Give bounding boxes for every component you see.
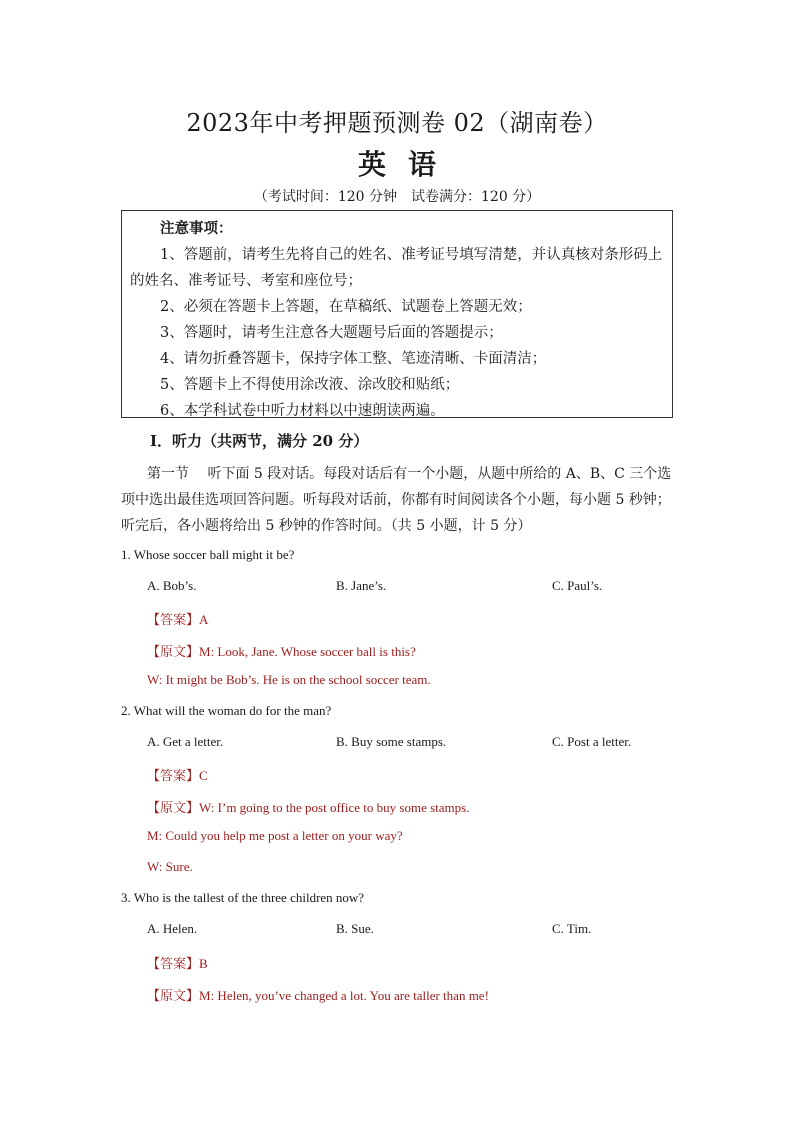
q3-transcript-1 <box>147 985 489 1004</box>
subject-title: 英语 <box>357 148 458 181</box>
transcript-line: M: Helen, you’ve changed a lot. You are taller than me! <box>199 988 489 1003</box>
notice-item: 6、本学科试卷中听力材料以中速朗读两遍。 <box>160 403 445 419</box>
q2-option-b: B. Buy some stamps. <box>336 734 447 749</box>
notice-heading: 注意事项： <box>160 220 233 237</box>
q2-transcript-3: W: Sure. <box>147 859 193 874</box>
transcript-line: M: Look, Jane. Whose soccer ball is this? <box>199 644 416 659</box>
answer-value: A <box>199 612 209 627</box>
question-3: 3. Who is the tallest of the three children now? <box>121 890 365 905</box>
q1-option-c: C. Paul’s. <box>552 578 603 593</box>
original-tag: 【原文】 <box>147 800 200 815</box>
exam-info: （考试时间：120 分钟 试卷满分：120 分） <box>253 189 541 205</box>
q3-answer <box>147 953 208 972</box>
notice-item: 2、必须在答题卡上答题，在草稿纸、试题卷上答题无效； <box>160 299 532 315</box>
q2-transcript-1 <box>147 797 469 816</box>
q3-option-c: C. Tim. <box>552 921 592 936</box>
q3-option-b: B. Sue. <box>336 921 374 936</box>
question-2: 2. What will the woman do for the man? <box>121 703 332 718</box>
section-heading: I．听力（共两节，满分 20 分） <box>150 432 369 450</box>
section-intro <box>121 461 673 539</box>
q1-option-b: B. Jane’s. <box>336 578 387 593</box>
q3-option-a: A. Helen. <box>147 921 198 936</box>
q2-transcript-2: M: Could you help me post a letter on your way? <box>147 828 403 843</box>
notice-item: 5、答题卡上不得使用涂改液、涂改胶和贴纸； <box>160 377 460 393</box>
transcript-line: W: I’m going to the post office to buy some stamps. <box>199 800 470 815</box>
q1-transcript-2: W: It might be Bob’s. He is on the school soccer team. <box>147 672 431 687</box>
q2-option-a: A. Get a letter. <box>147 734 224 749</box>
exam-title: 2023年中考押题预测卷 02（湖南卷） <box>186 109 608 137</box>
answer-value: B <box>199 956 208 971</box>
answer-tag: 【答案】 <box>147 612 200 627</box>
original-tag: 【原文】 <box>147 644 200 659</box>
q1-answer <box>147 609 208 628</box>
q1-transcript-1 <box>147 641 416 660</box>
q2-option-c: C. Post a letter. <box>552 734 632 749</box>
answer-tag: 【答案】 <box>147 768 200 783</box>
answer-value: C <box>199 768 208 783</box>
original-tag: 【原文】 <box>147 988 200 1003</box>
q2-answer <box>147 765 208 784</box>
answer-tag: 【答案】 <box>147 956 200 971</box>
notice-item: 4、请勿折叠答题卡，保持字体工整、笔迹清晰、卡面清洁； <box>160 351 547 367</box>
q1-option-a: A. Bob’s. <box>147 578 197 593</box>
notice-item: 3、答题时，请考生注意各大题题号后面的答题提示； <box>160 325 503 341</box>
notice-box <box>121 210 673 418</box>
notice-item: 1、答题前，请考生先将自己的姓名、准考证号填写清楚，并认真核对条形码上的姓名、准考证号、考室和座位号； <box>130 247 663 289</box>
question-1: 1. Whose soccer ball might it be? <box>121 547 295 562</box>
section-intro-text: 第一节 听下面 5 段对话。每段对话后有一个小题，从题中所给的 A、B、C 三个选项中选出最佳选项回答问题。听每段对话前，你都有时间阅读各个小题，每小题 5 秒钟；听完后，各小题将给出 5 秒钟的作答时间。（共 5 小题，计 5 分） <box>121 466 672 534</box>
